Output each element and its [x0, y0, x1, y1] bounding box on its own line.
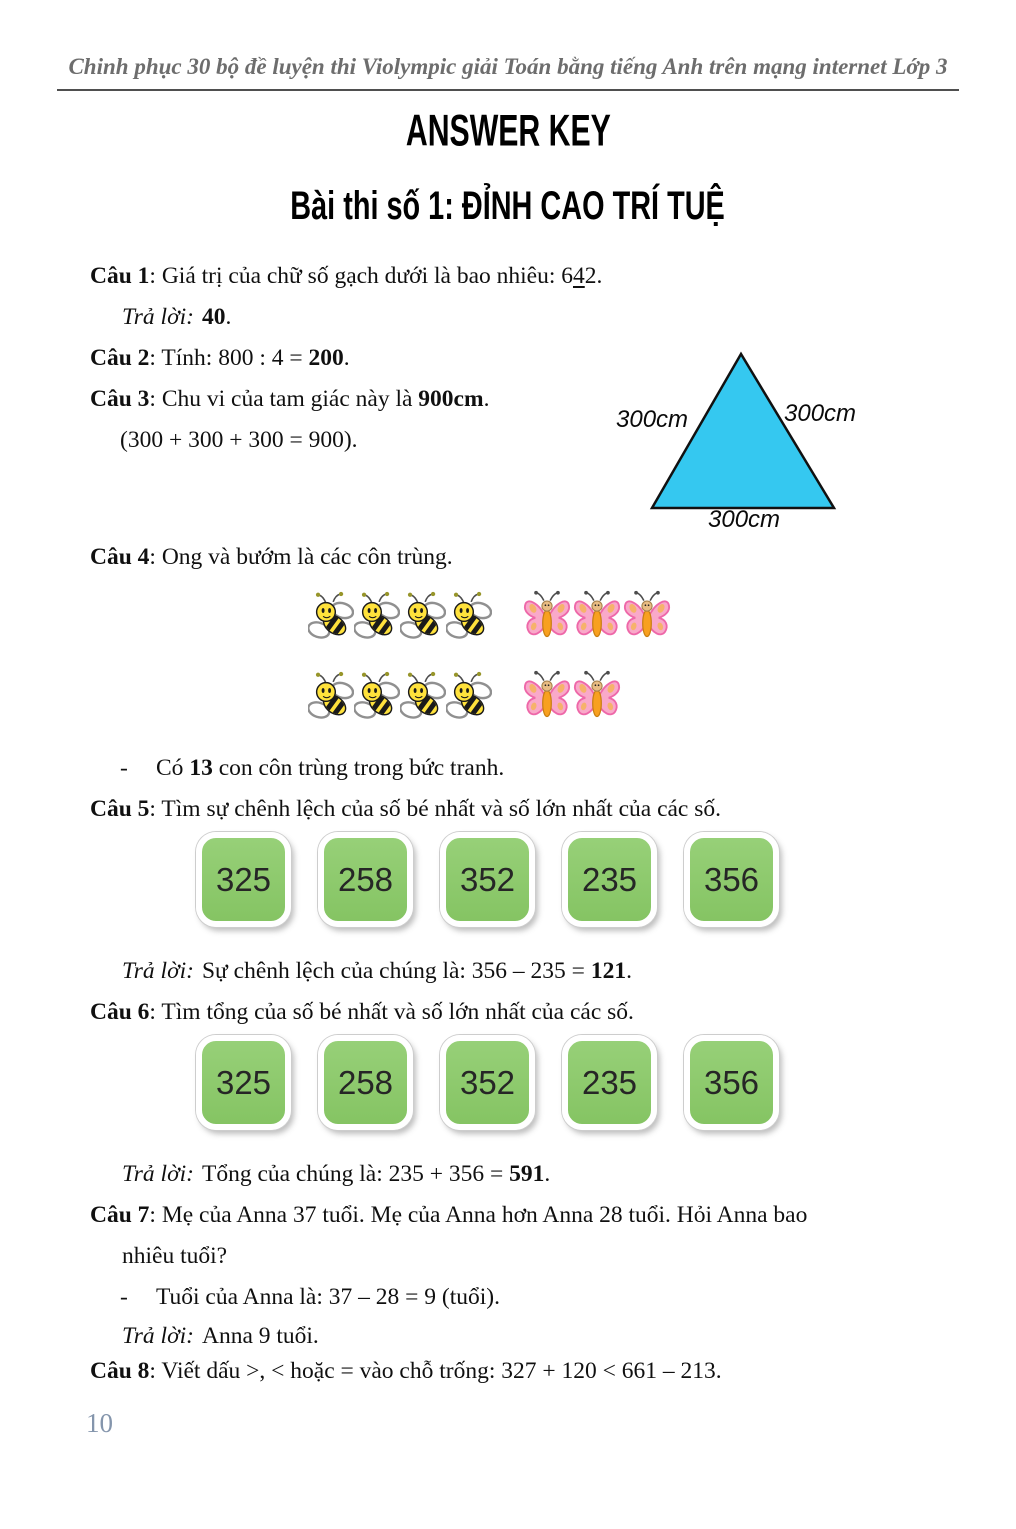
answer-7-text: Anna 9 tuổi. — [201, 1323, 319, 1349]
note-7-text: Tuổi của Anna là: 37 – 28 = 9 (tuổi). — [156, 1284, 500, 1310]
question-2 — [90, 338, 1002, 379]
bullet-dash: - — [120, 1284, 128, 1310]
butterfly-icon — [572, 584, 622, 650]
butterfly-icon — [522, 664, 572, 730]
note-4-text-end: con côn trùng trong bức tranh. — [212, 755, 505, 781]
question-1 — [90, 256, 1002, 297]
question-3 — [90, 379, 1002, 420]
butterfly-icon — [522, 584, 572, 650]
answer-6-suffix: . — [544, 1161, 551, 1187]
triangle-bottom-side-label: 300cm — [708, 506, 781, 533]
test-subtitle — [0, 185, 1016, 227]
question-6-text: : Tìm tổng của số bé nhất và số lớn nhất của các số. — [149, 999, 634, 1025]
bee-icon — [308, 582, 354, 652]
answer-5-label: Trả lời: — [122, 958, 194, 984]
number-box: 235 — [562, 1035, 657, 1130]
question-4-note — [90, 748, 1002, 789]
question-5-text: : Tìm sự chênh lệch của số bé nhất và số lớn nhất của các số. — [149, 796, 722, 822]
bee-icon — [400, 582, 446, 652]
question-3-label: Câu 3 — [90, 386, 150, 412]
number-box-row — [196, 832, 1002, 927]
question-5 — [90, 789, 1002, 830]
question-8-label: Câu 8 — [90, 1358, 150, 1384]
answer-1-suffix: . — [225, 304, 232, 330]
question-2-text-end: . — [343, 345, 350, 371]
answer-2-value: 200 — [308, 345, 344, 371]
butterfly-icon — [572, 664, 622, 730]
answer-6-value: 591 — [509, 1161, 545, 1187]
page-title-text: ANSWER KEY — [405, 105, 611, 156]
question-3-value: 900cm — [418, 386, 484, 412]
bee-icon — [354, 662, 400, 732]
question-8-text: : Viết dấu >, < hoặc = vào chỗ trống: 327 + 120 < 661 – 213. — [149, 1358, 722, 1384]
question-2-text: : Tính: 800 : 4 = — [149, 345, 309, 371]
answer-5 — [90, 951, 1002, 992]
answer-1-label: Trả lời: — [122, 304, 194, 330]
number-box-row — [196, 1035, 1002, 1130]
insect-row — [308, 660, 1002, 734]
number-box: 258 — [318, 832, 413, 927]
question-7-line1: : Mẹ của Anna 37 tuổi. Mẹ của Anna hơn Anna 28 tuổi. Hỏi Anna bao — [149, 1202, 808, 1228]
bee-icon — [354, 582, 400, 652]
bee-icon — [308, 662, 354, 732]
answer-5-text: Sự chênh lệch của chúng là: 356 – 235 = — [201, 958, 591, 984]
answer-7-label: Trả lời: — [122, 1323, 194, 1349]
page-title — [0, 107, 1016, 155]
running-head: Chinh phục 30 bộ đề luyện thi Violympic giải Toán bằng tiếng Anh trên mạng internet Lớp 3 — [57, 0, 959, 91]
triangle-right-side-label: 300cm — [784, 400, 857, 427]
number-box: 325 — [196, 832, 291, 927]
question-8 — [90, 1351, 1002, 1392]
bee-icon — [446, 582, 492, 652]
number-box: 356 — [684, 1035, 779, 1130]
question-3-calculation: (300 + 300 + 300 = 900). — [120, 427, 358, 453]
number-box: 352 — [440, 832, 535, 927]
question-4 — [90, 537, 1002, 578]
answer-6-label: Trả lời: — [122, 1161, 194, 1187]
answer-6 — [90, 1154, 1002, 1195]
question-7-note — [90, 1277, 1002, 1318]
note-4-text: Có — [156, 755, 190, 781]
bee-icon — [400, 662, 446, 732]
answer-content — [90, 256, 1002, 1392]
answer-6-text: Tổng của chúng là: 235 + 356 = — [201, 1161, 510, 1187]
triangle-left-side-label: 300cm — [616, 406, 689, 433]
underlined-digit: 4 — [573, 263, 585, 289]
bee-icon — [446, 662, 492, 732]
number-box: 356 — [684, 832, 779, 927]
question-1-label: Câu 1 — [90, 263, 150, 289]
question-5-label: Câu 5 — [90, 796, 150, 822]
butterfly-icon — [622, 584, 672, 650]
number-box: 235 — [562, 832, 657, 927]
answer-5-value: 121 — [590, 958, 627, 984]
number-box: 352 — [440, 1035, 535, 1130]
question-2-label: Câu 2 — [90, 345, 150, 371]
question-7-line2: nhiêu tuổi? — [122, 1243, 228, 1269]
number-box: 325 — [196, 1035, 291, 1130]
question-1-text: : Giá trị của chữ số gạch dưới là bao nhiêu: 6 — [149, 263, 573, 289]
answer-5-suffix: . — [626, 958, 632, 984]
bullet-dash: - — [120, 755, 128, 781]
question-1-text-end: 2. — [584, 263, 603, 289]
page-number: 10 — [86, 1408, 113, 1438]
question-4-label: Câu 4 — [90, 544, 150, 570]
question-6 — [90, 992, 1002, 1033]
question-3-text: : Chu vi của tam giác này là — [149, 386, 419, 412]
question-3-text-end: . — [483, 386, 490, 412]
answer-1 — [90, 297, 1002, 338]
answer-1-value: 40 — [201, 304, 226, 330]
question-6-label: Câu 6 — [90, 999, 150, 1025]
insect-row — [308, 580, 1002, 654]
question-4-text: : Ong và bướm là các côn trùng. — [149, 544, 453, 570]
question-7 — [90, 1195, 1002, 1277]
test-subtitle-text: Bài thi số 1: ĐỈNH CAO TRÍ TUỆ — [290, 183, 726, 228]
number-box: 258 — [318, 1035, 413, 1130]
note-4-count: 13 — [189, 755, 213, 781]
question-7-label: Câu 7 — [90, 1202, 150, 1228]
